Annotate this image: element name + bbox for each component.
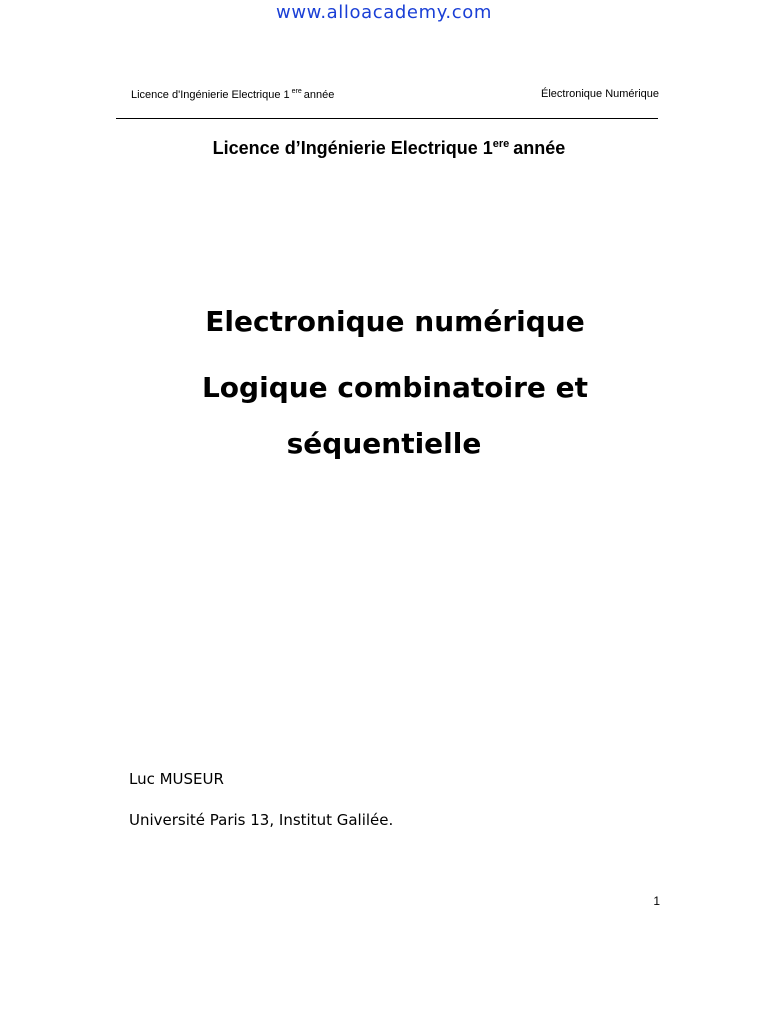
document-heading-text: Licence d’Ingénierie Electrique 1 [212,138,493,158]
title-line-1: Electronique numérique [205,305,585,338]
author-affiliation: Université Paris 13, Institut Galilée. [129,811,394,829]
document-heading [0,138,768,159]
running-header-left-suffix: année [303,89,335,101]
running-header-left-text: Licence d'Ingénierie Electrique 1 [131,89,290,101]
running-header-right: Électronique Numérique [540,88,659,100]
header-divider [116,118,658,119]
page-number: 1 [653,894,660,908]
author-name: Luc MUSEUR [129,770,224,788]
title-line-2: Logique combinatoire et [201,371,589,404]
website-link[interactable]: www.alloacademy.com [276,2,492,23]
document-heading-superscript: ere [492,138,510,150]
document-heading-suffix: année [513,138,566,158]
title-line-3: séquentielle [286,427,482,460]
running-header-superscript: ere [291,88,302,95]
running-header-left [131,88,334,101]
